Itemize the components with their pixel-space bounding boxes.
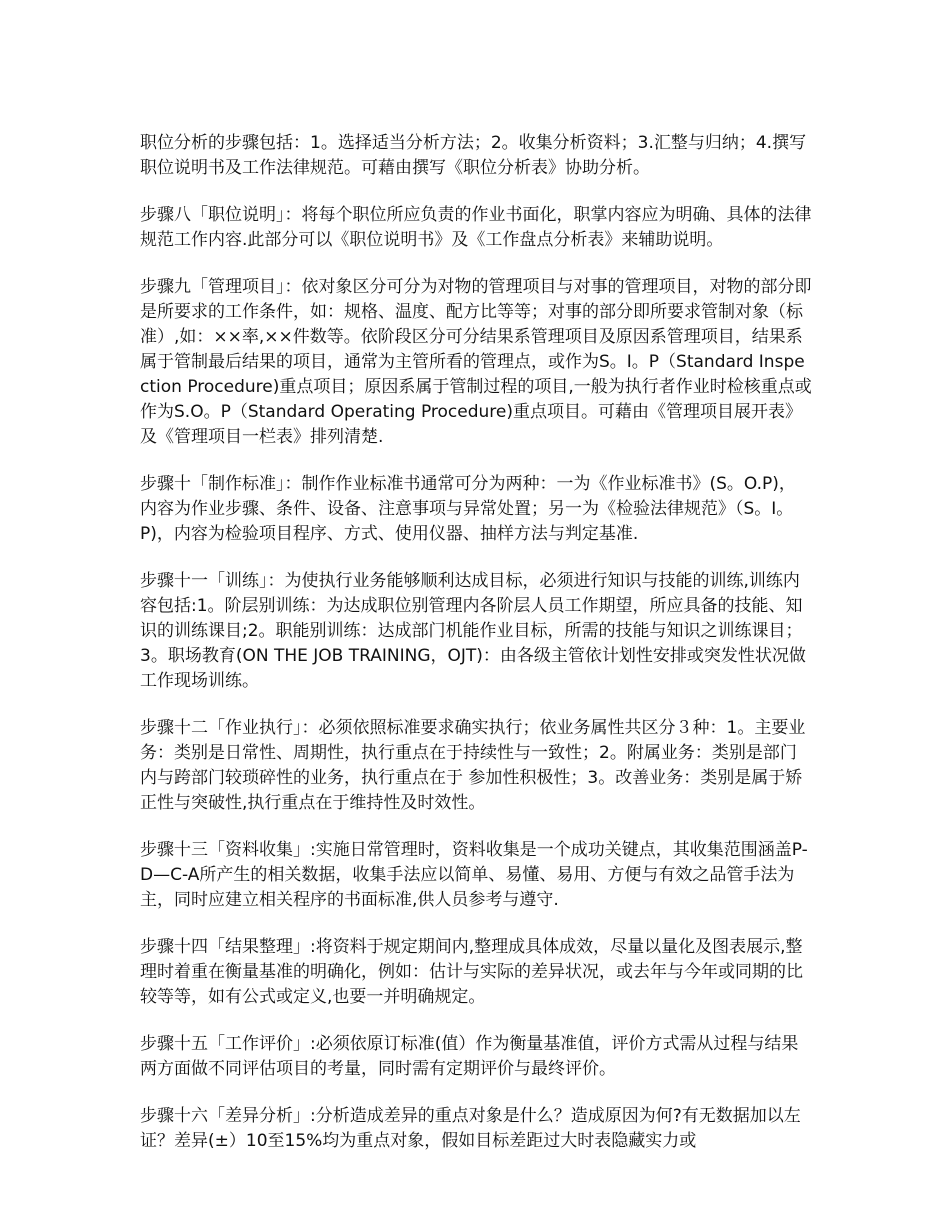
paragraph-step-10: 步骤十「制作标准」：制作作业标准书通常可分为两种：一为《作业标准书》(S。O.P)，内容为作业步骤、条件、设备、注意事项与异常处置；另一为《检验法律规范》（S。I。P)，内容为检验项目程序、方式、使用仪器、抽样方法与判定基准. [140, 474, 796, 544]
paragraph-step-8: 步骤八「职位说明」：将每个职位所应负责的作业书面化，职掌内容应为明确、具体的法律规范工作内容.此部分可以《职位说明书》及《工作盘点分析表》来辅助说明。 [140, 205, 812, 250]
paragraph-step-9: 步骤九「管理项目」：依对象区分可分为对物的管理项目与对事的管理项目，对物的部分即是所要求的工作条件，如：规格、温度、配方比等等；对事的部分即所要求管制对象（标准）,如：××率,××件数等。依阶段区分可分结果系管理项目及原因系管理项目，结果系属于管制最后结果的项目，通常为主管所看的管理点，或作为S。I。P（Standard Inspection Procedure)重点项目；原因系属于管制过程的项目,一般为执行者作业时检核重点或作为S.O。P（Standard Operating Procedure)重点项目。可藉由《管理项目展开表》及《管理项目一栏表》排列清楚. [140, 277, 812, 447]
paragraph-step-14: 步骤十四「结果整理」:将资料于规定期间内,整理成具体成效，尽量以量化及图表展示,整理时着重在衡量基准的明确化，例如：估计与实际的差异状况，或去年与今年或同期的比较等等，如有公式或定义,也要一并明确规定。 [140, 937, 803, 1007]
paragraph-step-13: 步骤十三「资料收集」:实施日常管理时，资料收集是一个成功关键点，其收集范围涵盖P-D—C-A所产生的相关数据，收集手法应以简单、易懂、易用、方便与有效之品管手法为主，同时应建立相关程序的书面标准,供人员参考与遵守. [140, 840, 808, 910]
paragraph-step-12: 步骤十二「作业执行」：必须依照标准要求确实执行；依业务属性共区分３种：1。主要业务：类别是日常性、周期性，执行重点在于持续性与一致性；2。附属业务：类别是部门内与跨部门较琐碎性的业务，执行重点在于 参加性积极性；3。改善业务：类别是属于矫正性与突破性,执行重点在于维持性及时效性。 [140, 718, 806, 813]
paragraph-step-11: 步骤十一「训练」：为使执行业务能够顺利达成目标，必须进行知识与技能的训练,训练内容包括:1。阶层别训练：为达成职位别管理内各阶层人员工作期望，所应具备的技能、知识的训练课目;2。职能别训练：达成部门机能作业目标，所需的技能与知识之训练课目；3。职场教育(ON THE JOB TRAINING，OJT)：由各级主管依计划性安排或突发性状况做工作现场训练。 [140, 571, 806, 691]
document-body [140, 131, 812, 1176]
paragraph-step-16: 步骤十六「差异分析」:分析造成差异的重点对象是什么？造成原因为何?有无数据加以左证？差异(±）10至15%均为重点对象，假如目标差距过大时表隐藏实力或 [140, 1106, 801, 1151]
paragraph-job-analysis-steps: 职位分析的步骤包括：1。选择适当分析方法；2。收集分析资料；3.汇整与归纳；4.撰写职位说明书及工作法律规范。可藉由撰写《职位分析表》协助分析。 [140, 133, 807, 178]
paragraph-step-15: 步骤十五「工作评价」:必须依原订标准(值）作为衡量基准值，评价方式需从过程与结果两方面做不同评估项目的考量，同时需有定期评价与最终评价。 [140, 1034, 799, 1079]
